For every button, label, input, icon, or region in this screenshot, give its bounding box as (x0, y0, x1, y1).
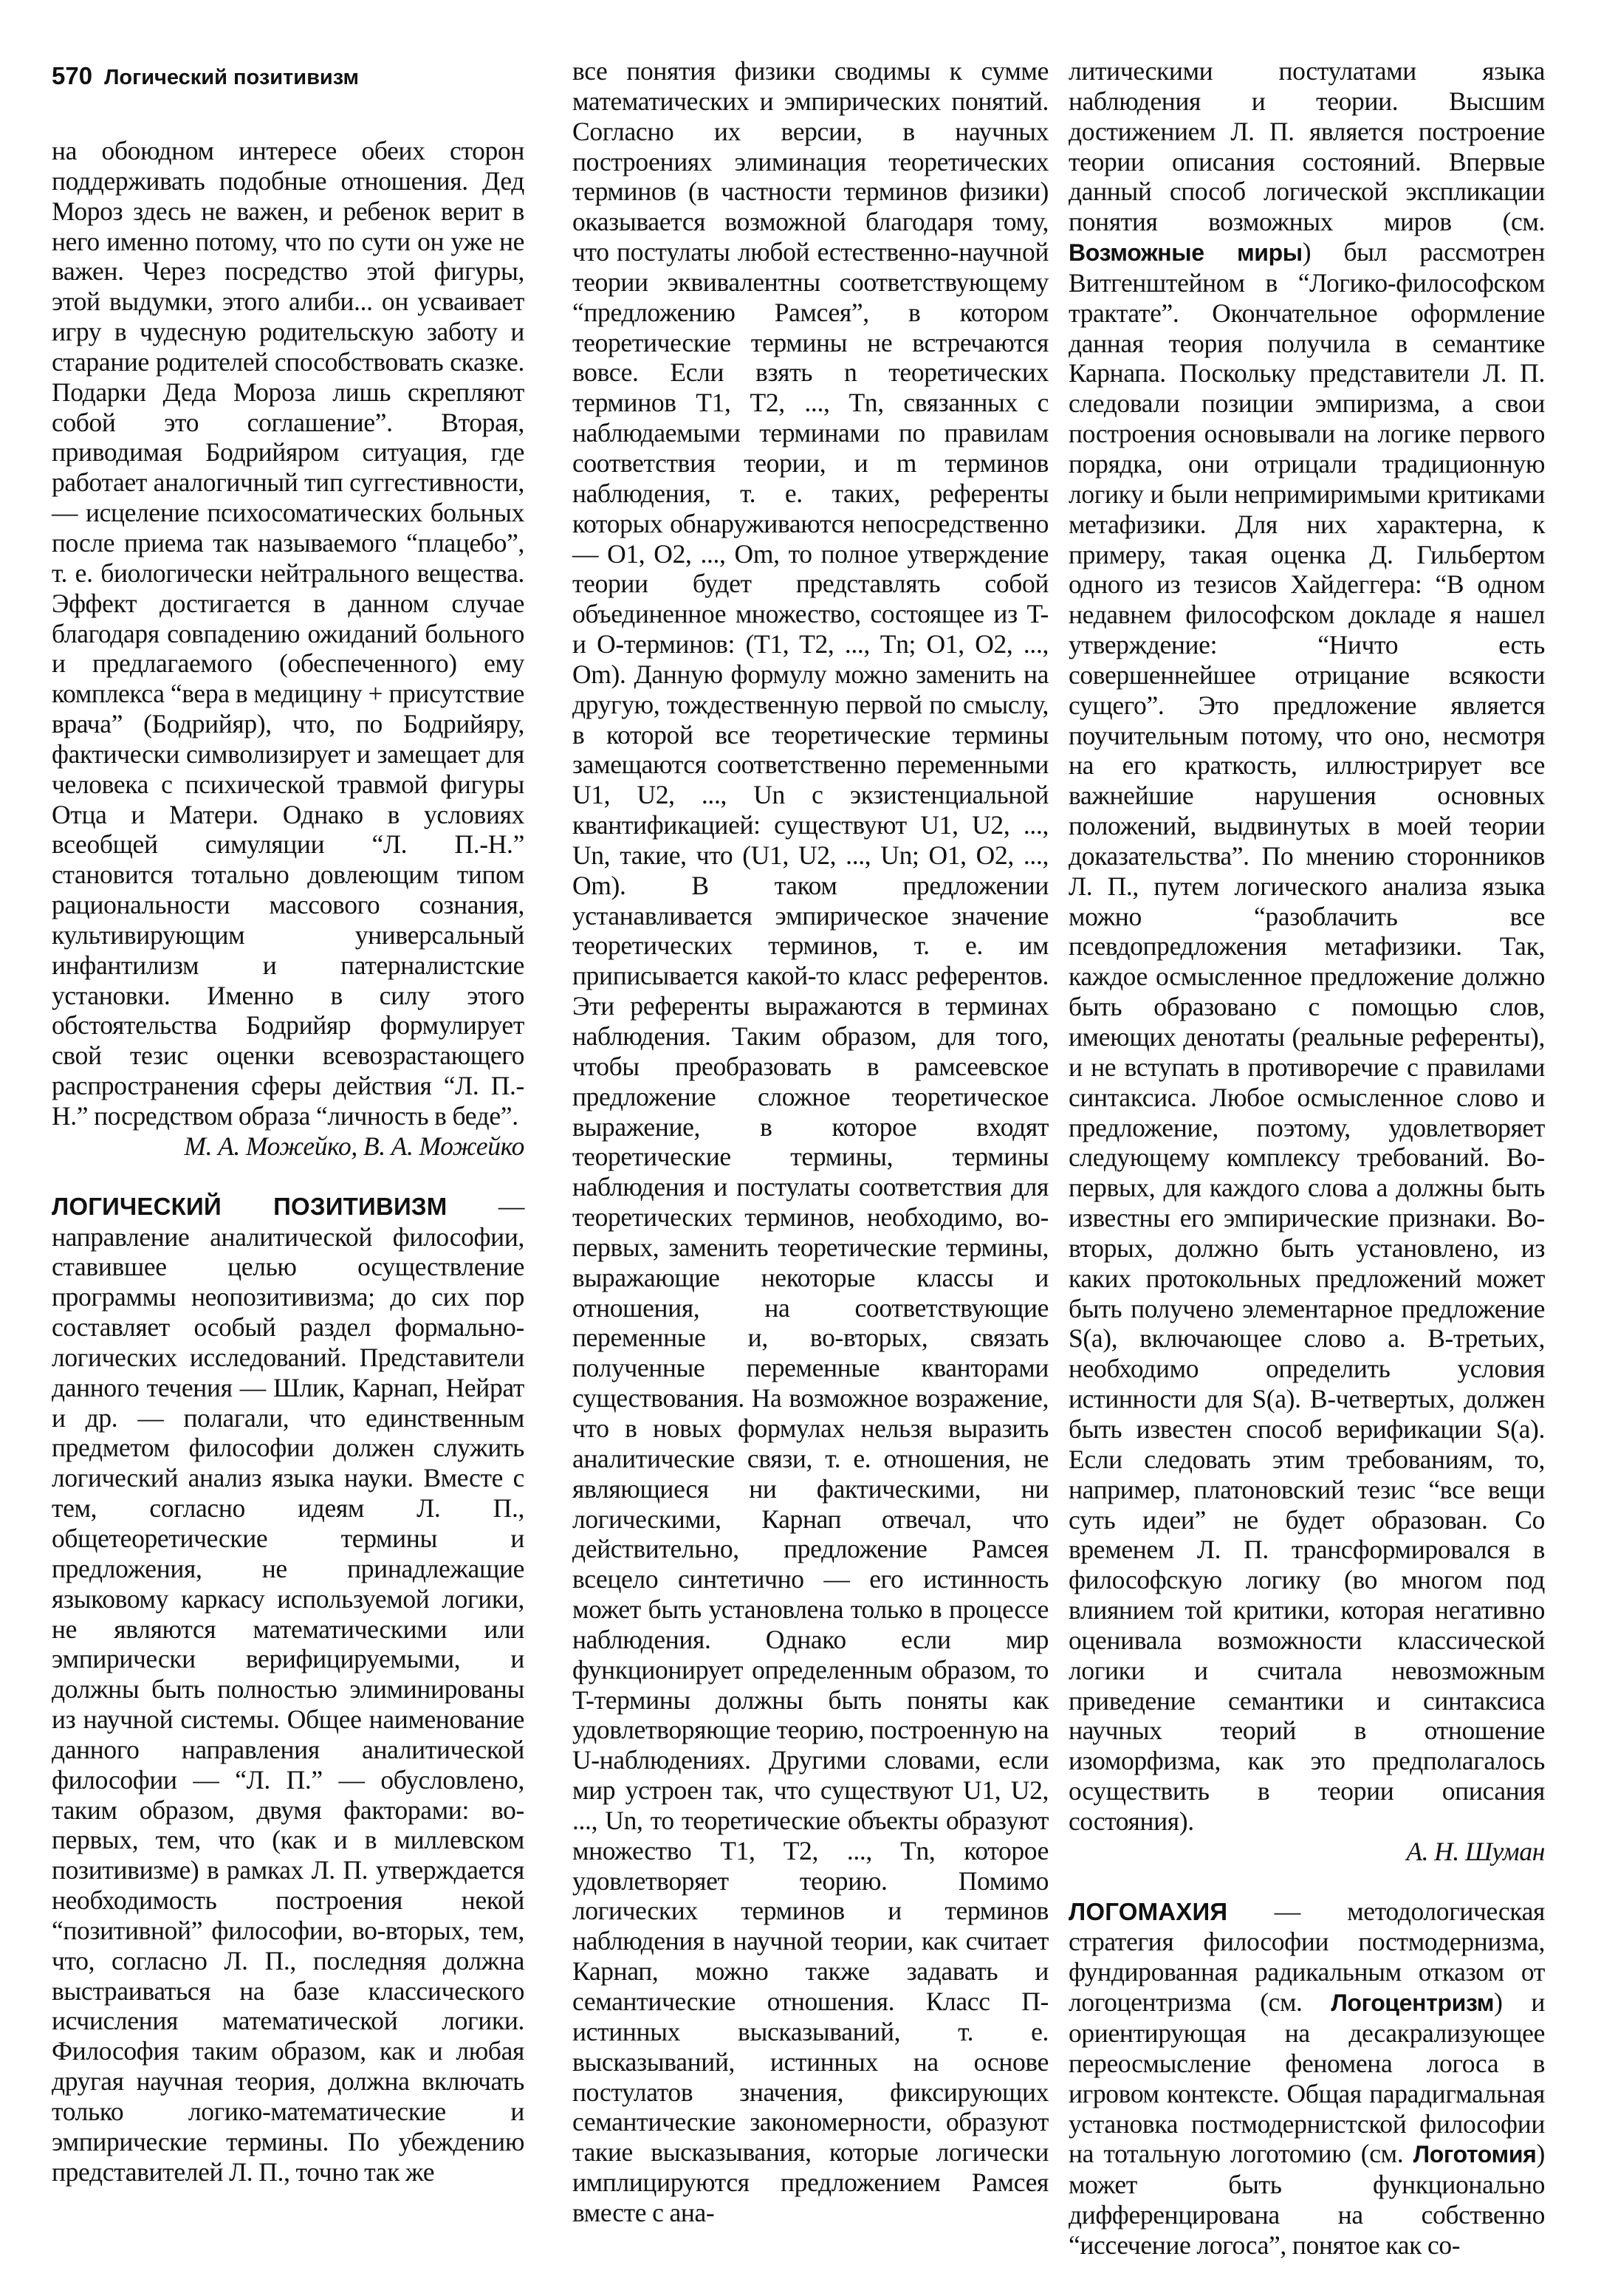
text-run: литическими постулатами языка наблюдения и теории. Высшим достижением Л. П. является построение теории описания состояний. Впервые данный способ логической экспликации понятия возможных миров (см. (1069, 56, 1545, 237)
entry-spacer (1069, 1867, 1545, 1896)
text-run: — методологическая стратегия философии постмодернизма, фундированная радикальным отказом от логоцентризма (см. (1069, 1896, 1545, 2018)
text-column-1 (52, 136, 524, 2187)
cross-reference[interactable]: Возможные миры (1069, 239, 1303, 267)
entry-logical-positivism (52, 1191, 524, 2187)
paragraph-continued: все понятия физики сводимы к сумме математических и эмпирических понятий. Согласно их версии, в научных построениях элиминация теоретических терминов (в частности терминов физики) оказывается возможной благодаря тому, что постулаты любой естественно-научной теории эквивалентны соответствующему “предложению Рамсея”, в котором теоретические термины не встречаются вовсе. Если взять n теоретических терминов T1, T2, ..., Tn, связанных с наблюдаемыми терминами по правилам соответствия теории, и m терминов наблюдения, т. е. таких, референты которых обнаруживаются непосредственно — O1, O2, ..., Om, то полное утверждение теории будет представлять собой объединенное множество, состоящее из T- и O-терминов: (T1, T2, ..., Tn; O1, O2, ..., Om). Данную формулу можно заменить на другую, тождественную первой по смыслу, в которой все теоретические термины замещаются соответственно переменными U1, U2, ..., Un с экзистенциальной квантификацией: существуют U1, U2, ..., Un, такие, что (U1, U2, ..., Un; O1, O2, ..., Om). В таком предложении устанавливается эмпирическое значение теоретических терминов, т. е. им приписывается какой-то класс референтов. Эти референты выражаются в терминах наблюдения. Таким образом, для того, чтобы преобразовать в рамсеевское предложение сложное теоретическое выражение, в которое входят теоретические термины, термины наблюдения и постулаты соответствия для теоретических терминов, необходимо, во-первых, заменить теоретические термины, выражающие некоторые классы и отношения, на соответствующие переменные и, во-вторых, связать полученные переменные кванторами существования. На возможное возражение, что в новых формулах нельзя выразить аналитические связи, т. е. отношения, не являющиеся ни фактическими, ни логическими, Карнап отвечал, что действительно, предложение Рамсея всецело синтетично — его истинность может быть установлена только в процессе наблюдения. Однако если мир функционирует определенным образом, то T-термины должны быть поняты как удовлетворяющие теорию, построенную на U-наблюдениях. Другими словами, если мир устроен так, что существуют U1, U2, ..., Un, то теоретические объекты образуют множество T1, T2, ..., Tn, которое удовлетворяет теорию. Помимо логических терминов и терминов наблюдения в научной теории, как считает Карнап, можно также задавать и семантические отношения. Класс П-истинных высказываний, т. е. высказываний, истинных на основе постулатов значения, фиксирующих семантические закономерности, образуют такие высказывания, которые логически имплицируются предложением Рамсея вместе с ана- (572, 56, 1049, 2227)
paragraph-continued (1069, 56, 1545, 1837)
text-run: ) был рассмотрен Витгенштейном в “Логико-философском трактате”. Окончательное оформление данная теория получила в семантике Карнапа. Поскольку представители Л. П. следовали позиции эмпиризма, а свои построения основывали на логике первого порядка, они отрицали традиционную логику и были непримиримыми критиками метафизики. Для них характерна, к примеру, такая оценка Д. Гильбертом одного из тезисов Хайдеггера: “В одном недавнем философском докладе я нашел утверждение: “Ничто есть совершеннейшее отрицание всякости сущего”. Это предложение является поучительным потому, что оно, несмотря на его краткость, иллюстрирует все важнейшие нарушения основных положений, выдвинутых в моей теории доказательства”. По мнению сторонников Л. П., путем логического анализа языка можно “разоблачить все псевдопредложения метафизики. Так, каждое осмысленное предложение должно быть образовано с помощью слов, имеющих денотаты (реальные референты), и не вступать в противоречие с правилами синтаксиса. Любое осмысленное слово и предложение, поэтому, удовлетворяет следующему комплексу требований. Во-первых, для каждого слова a должны быть известны его эмпирические признаки. Во-вторых, должно быть установлено, из каких протокольных предложений может быть получено элементарное предложение S(a), включающее слово a. В-третьих, необходимо определить условия истинности для S(a). В-четвертых, должен быть известен способ верификации S(a). Если следовать этим требованиям, то, например, платоновский тезис “все вещи суть идеи” не будет образован. Со временем Л. П. трансформировался в философскую логику (во многом под влиянием той критики, которая негативно оценивала возможности классической логики и считала невозможным приведение семантики и синтаксиса научных теорий в отношение изоморфизма, как это предполагалось осуществить в теории описания состояния). (1069, 237, 1545, 1836)
text-column-2 (572, 56, 1049, 2228)
entry-logomachy (1069, 1896, 1545, 2261)
page-number: 570 (52, 62, 93, 89)
cross-reference[interactable]: Логоцентризм (1331, 1990, 1495, 2017)
paragraph-continued: на обоюдном интересе обеих сторон поддерживать подобные отношения. Дед Мороз здесь не важен, и ребенок верит в него именно потому, что по сути он уже не важен. Через посредство этой фигуры, этой выдумки, этого алиби... он усваивает игру в чудесную родительскую заботу и старание родителей способствовать сказке. Подарки Деда Мороза лишь скрепляют собой это соглашение”. Вторая, приводимая Бодрийяром ситуация, где работает аналогичный тип суггестивности, — исцеление психосоматических больных после приема так называемого “плацебо”, т. е. биологически нейтрального вещества. Эффект достигается в данном случае благодаря совпадению ожиданий больного и предлагаемого (обеспеченного) ему комплекса “вера в медицину + присутствие врача” (Бодрийяр), что, по Бодрийяру, фактически символизирует и замещает для человека с психической травмой фигуры Отца и Матери. Однако в условиях всеобщей симуляции “Л. П.-Н.” становится тотально довлеющим типом рациональности массового сознания, культивирующим универсальный инфантилизм и патерналистские установки. Именно в силу этого обстоятельства Бодрийяр формулирует свой тезис оценки всевозрастающего распространения сферы действия “Л. П.-Н.” посредством образа “личность в беде”. (52, 136, 524, 1131)
author-signature: М. А. Можейко, В. А. Можейко (184, 1131, 524, 1161)
page-header (52, 62, 359, 95)
author-signature: А. Н. Шуман (1406, 1836, 1545, 1866)
entry-spacer (52, 1162, 524, 1191)
running-title: Логический позитивизм (104, 66, 359, 89)
entry-term: ЛОГИЧЕСКИЙ ПОЗИТИВИЗМ (52, 1192, 448, 1220)
text-run: ) и ориентирующая на десакрализующее переосмысление феномена логоса в игровом контексте. Общая парадигмальная установка постмодернистской философии на тотальную логотомию (см. (1069, 1987, 1545, 2169)
cross-reference[interactable]: Логотомия (1413, 2141, 1537, 2168)
text-run: ) может быть функционально дифференцирована на собственно “иссечение логоса”, понятое как со- (1069, 2139, 1545, 2260)
entry-term: ЛОГОМАХИЯ (1069, 1897, 1228, 1925)
text-column-3 (1069, 56, 1545, 2261)
entry-text: — направление аналитической философии, ставившее целью осуществление программы неопозитивизма; до сих пор составляет особый раздел формально-логических исследований. Представители данного течения — Шлик, Карнап, Нейрат и др. — полагали, что единственным предметом философии должен служить логический анализ языка науки. Вместе с тем, согласно идеям Л. П., общетеоретические термины и предложения, не принадлежащие языковому каркасу используемой логики, не являются математическими или эмпирически верифицируемыми, и должны быть полностью элиминированы из научной системы. Общее наименование данного направления аналитической философии — “Л. П.” — обусловлено, таким образом, двумя факторами: во-первых, тем, что (как и в миллевском позитивизме) в рамках Л. П. утверждается необходимость построения некой “позитивной” философии, во-вторых, тем, что, согласно Л. П., последняя должна выстраиваться на базе классического исчисления математической логики. Философия таким образом, как и любая другая научная теория, должна включать только логико-математические и эмпирические термины. По убеждению представителей Л. П., точно так же (52, 1190, 525, 2187)
